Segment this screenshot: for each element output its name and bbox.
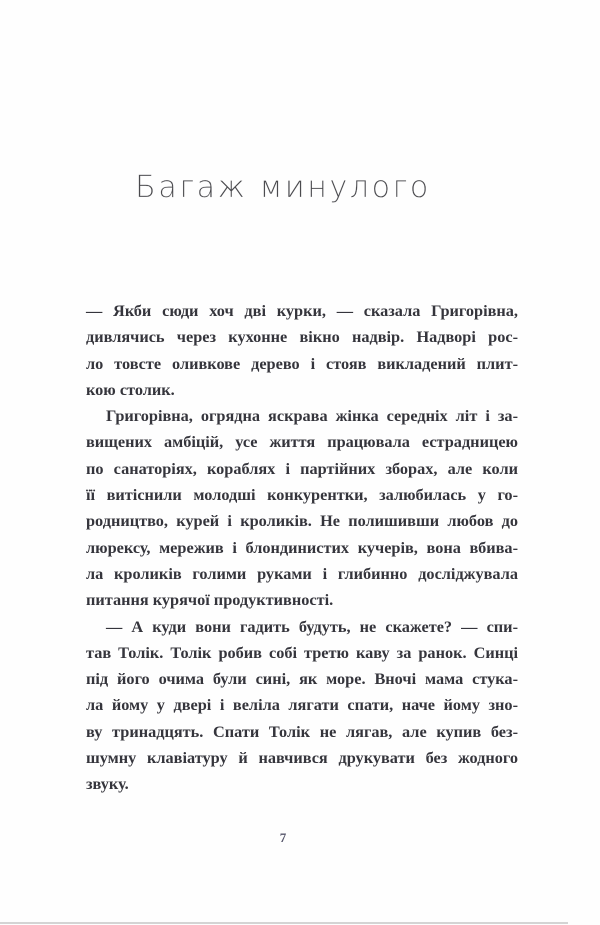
- text-line-content: під його очима були сині, як море. Вночі мама стука-: [86, 669, 518, 689]
- text-line: [86, 692, 518, 718]
- text-line: [86, 640, 518, 666]
- paragraph-2: [86, 403, 518, 613]
- text-line-content: родництво, курей і кроликів. Не полишивши любов до: [86, 511, 518, 531]
- page-number: 7: [279, 830, 287, 845]
- text-line: [86, 324, 518, 350]
- text-line: [86, 614, 518, 640]
- text-line: [86, 771, 518, 797]
- text-line: [86, 561, 518, 587]
- text-line: [86, 403, 518, 429]
- chapter-body: [86, 298, 518, 798]
- text-line-content: питання курячої продуктивності.: [86, 590, 334, 610]
- text-line: [86, 587, 518, 613]
- text-line-content: шумну клавіатуру й навчився друкувати без жодного: [86, 748, 518, 768]
- page-bottom-divider: [0, 922, 568, 924]
- text-line: [86, 508, 518, 534]
- text-line-content: Григорівна, огрядна яскрава жінка середніх літ і за-: [106, 406, 518, 426]
- text-line: [86, 351, 518, 377]
- text-line: [86, 377, 518, 403]
- text-line-content: її витіснили молодші конкурентки, залюбилась у го-: [86, 485, 518, 505]
- paragraph-1: [86, 298, 518, 403]
- text-line: [86, 429, 518, 455]
- chapter-title: Багаж минулого: [135, 170, 431, 206]
- text-line: [86, 745, 518, 771]
- text-line: [86, 482, 518, 508]
- paragraph-3: [86, 614, 518, 798]
- text-line: [86, 719, 518, 745]
- text-line-content: по санаторіях, кораблях і партійних зборах, але коли: [86, 458, 518, 478]
- text-line-content: дивлячись через кухонне вікно надвір. Надворі рос-: [86, 327, 518, 347]
- text-line: [86, 666, 518, 692]
- text-line-content: тав Толік. Толік робив собі третю каву за ранок. Синці: [86, 642, 518, 662]
- text-line: [86, 535, 518, 561]
- text-line-content: ло товсте оливкове дерево і стояв викладений плит-: [86, 353, 518, 373]
- text-line-content: ву тринадцять. Спати Толік не лягав, але купив без-: [86, 721, 518, 741]
- text-line-content: — А куди вони гадить будуть, не скажете? — спи-: [106, 616, 518, 636]
- text-line: [86, 298, 518, 324]
- text-line-content: ла йому у двері і веліла лягати спати, наче йому зно-: [86, 695, 518, 715]
- text-line-content: люрексу, мережив і блондинистих кучерів, вона вбива-: [86, 537, 518, 557]
- text-line-content: вищених амбіцій, усе життя працювала естрадницею: [86, 432, 518, 452]
- text-line: [86, 456, 518, 482]
- text-line-content: звуку.: [86, 774, 129, 794]
- text-line-content: — Якби сюди хоч дві курки, — сказала Григорівна,: [86, 301, 518, 320]
- text-line-content: ла кроликів голими руками і глибинно досліджувала: [86, 563, 518, 583]
- text-line-content: кою столик.: [86, 379, 175, 399]
